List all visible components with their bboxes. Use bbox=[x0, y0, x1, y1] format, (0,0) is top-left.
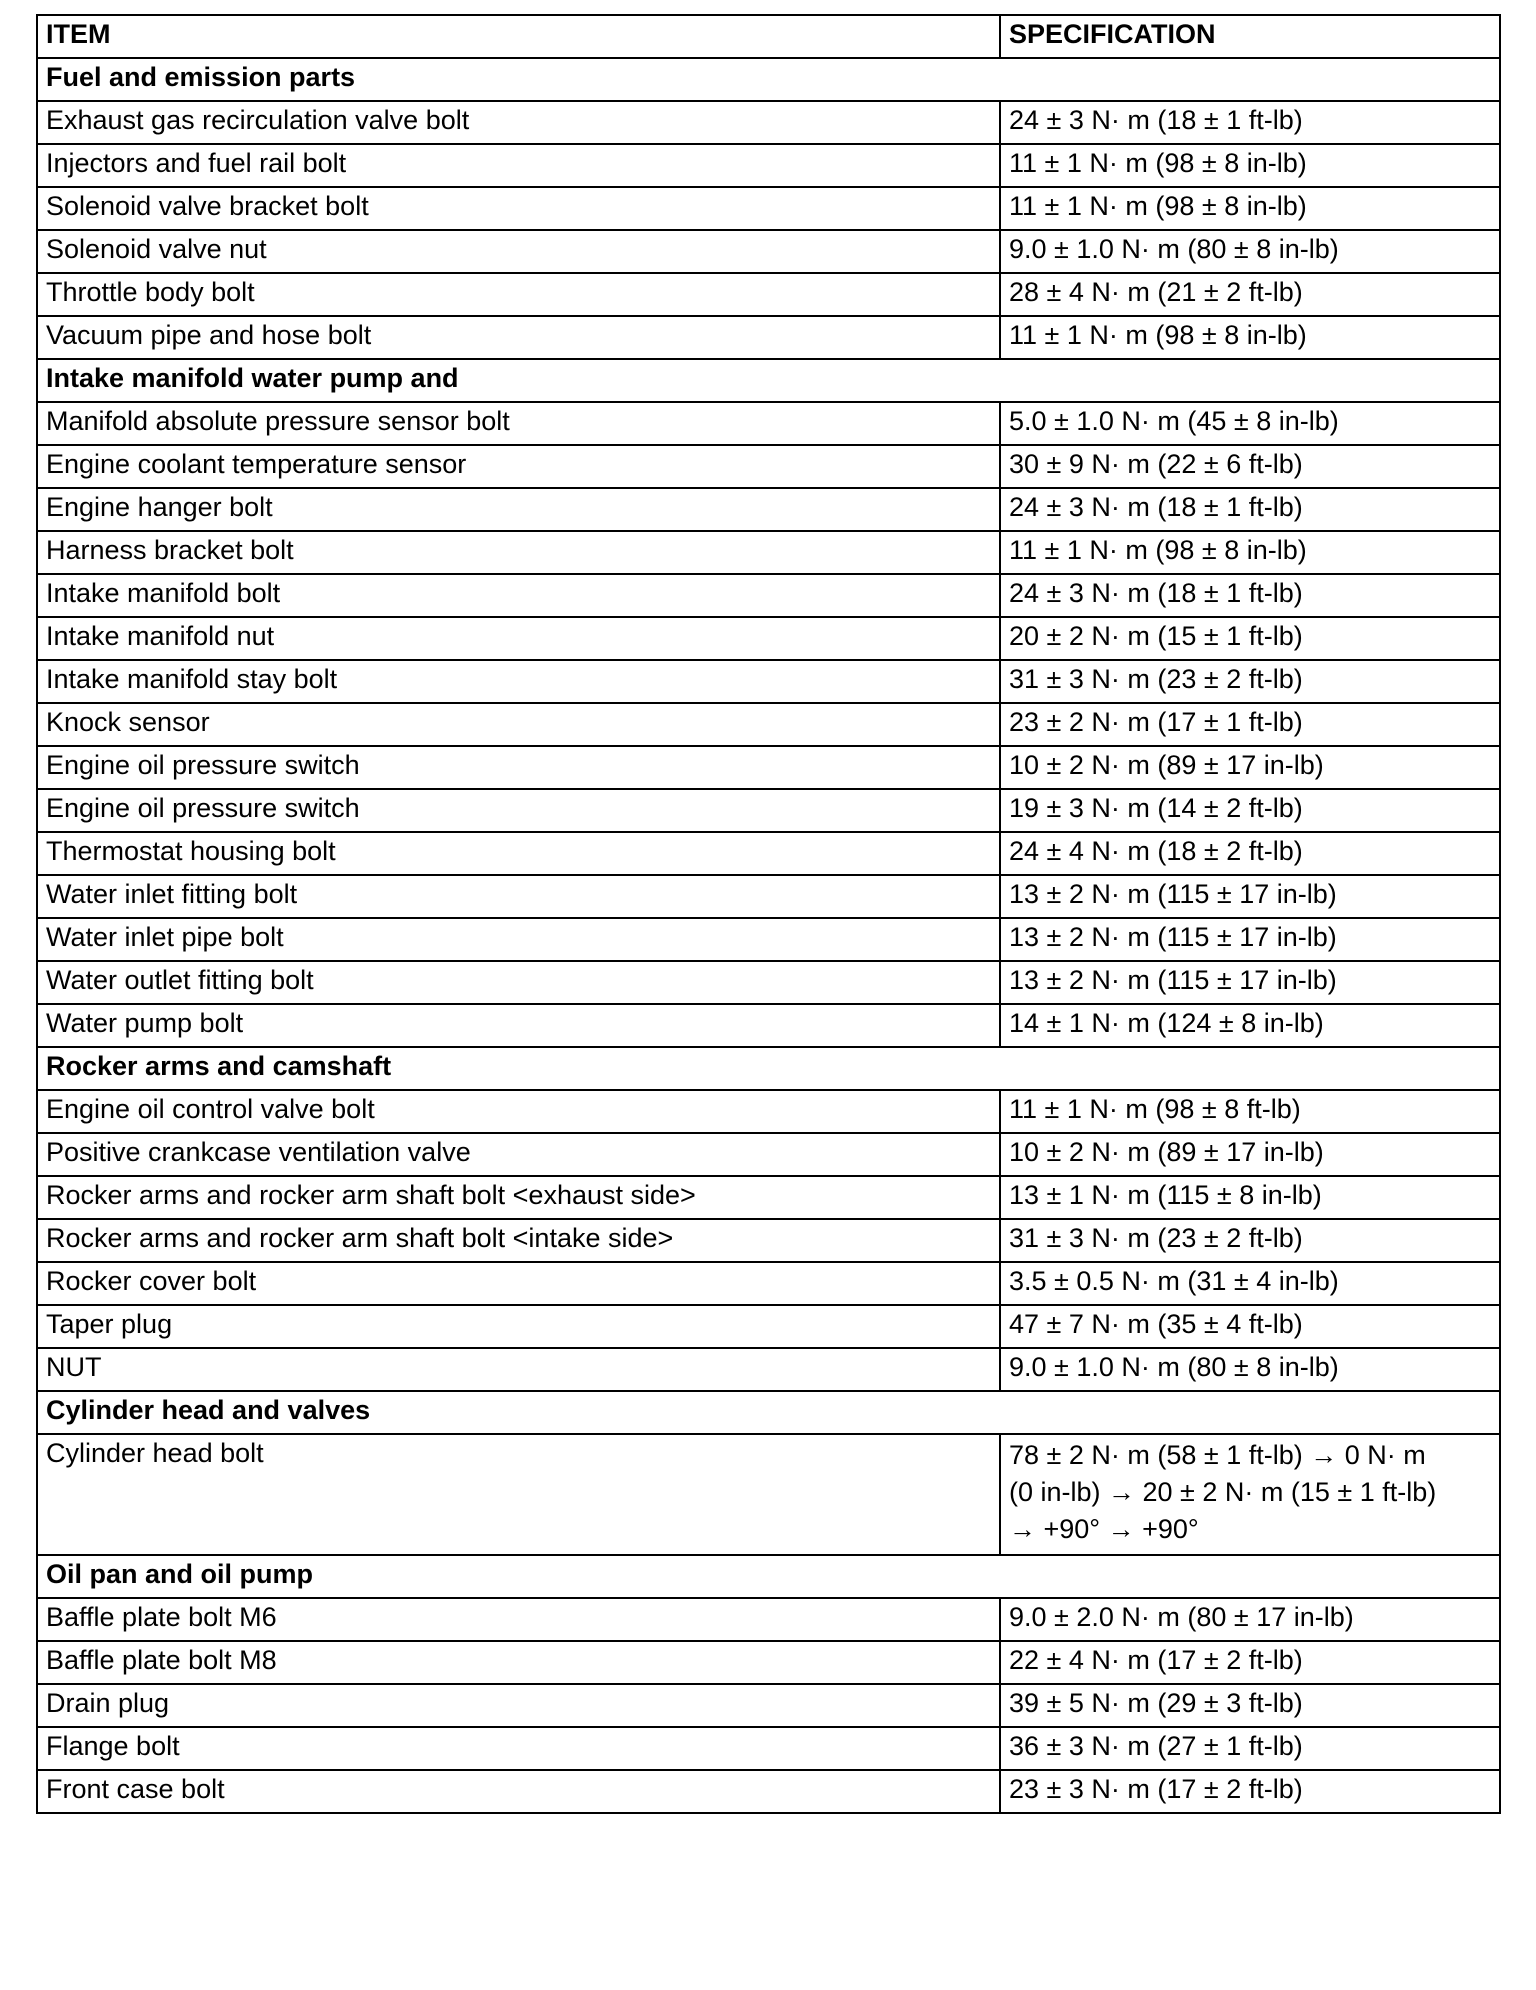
specification-cell: 5.0 ± 1.0 N· m (45 ± 8 in-lb) bbox=[1000, 402, 1500, 445]
section-title: Rocker arms and camshaft bbox=[37, 1047, 1500, 1090]
table-row bbox=[37, 1641, 1500, 1684]
specification-cell: 36 ± 3 N· m (27 ± 1 ft-lb) bbox=[1000, 1727, 1500, 1770]
table-row bbox=[37, 617, 1500, 660]
table-row bbox=[37, 1434, 1500, 1555]
table-row bbox=[37, 531, 1500, 574]
table-row bbox=[37, 746, 1500, 789]
table-row bbox=[37, 273, 1500, 316]
table-row bbox=[37, 402, 1500, 445]
specification-cell: 19 ± 3 N· m (14 ± 2 ft-lb) bbox=[1000, 789, 1500, 832]
table-row bbox=[37, 832, 1500, 875]
item-cell: Rocker arms and rocker arm shaft bolt <intake side> bbox=[37, 1219, 1000, 1262]
specification-cell: 14 ± 1 N· m (124 ± 8 in-lb) bbox=[1000, 1004, 1500, 1047]
item-cell: Rocker arms and rocker arm shaft bolt <exhaust side> bbox=[37, 1176, 1000, 1219]
specification-cell: 11 ± 1 N· m (98 ± 8 in-lb) bbox=[1000, 316, 1500, 359]
specification-cell: 11 ± 1 N· m (98 ± 8 in-lb) bbox=[1000, 531, 1500, 574]
item-cell: Taper plug bbox=[37, 1305, 1000, 1348]
section-row bbox=[37, 1391, 1500, 1434]
table-row bbox=[37, 574, 1500, 617]
specification-cell: 23 ± 2 N· m (17 ± 1 ft-lb) bbox=[1000, 703, 1500, 746]
item-cell: Drain plug bbox=[37, 1684, 1000, 1727]
specification-cell: 20 ± 2 N· m (15 ± 1 ft-lb) bbox=[1000, 617, 1500, 660]
item-cell: Engine oil control valve bolt bbox=[37, 1090, 1000, 1133]
item-cell: Intake manifold stay bolt bbox=[37, 660, 1000, 703]
item-cell: Positive crankcase ventilation valve bbox=[37, 1133, 1000, 1176]
table-row bbox=[37, 445, 1500, 488]
specification-cell: 10 ± 2 N· m (89 ± 17 in-lb) bbox=[1000, 746, 1500, 789]
item-cell: Engine coolant temperature sensor bbox=[37, 445, 1000, 488]
table-row bbox=[37, 187, 1500, 230]
item-cell: Solenoid valve nut bbox=[37, 230, 1000, 273]
specification-cell: 9.0 ± 1.0 N· m (80 ± 8 in-lb) bbox=[1000, 1348, 1500, 1391]
table-row bbox=[37, 1770, 1500, 1813]
table-row bbox=[37, 316, 1500, 359]
specification-cell: 13 ± 2 N· m (115 ± 17 in-lb) bbox=[1000, 875, 1500, 918]
item-cell: Knock sensor bbox=[37, 703, 1000, 746]
specification-cell: 78 ± 2 N· m (58 ± 1 ft-lb) → 0 N· m (0 in-lb) → 20 ± 2 N· m (15 ± 1 ft-lb) → +90° → +90° bbox=[1000, 1434, 1500, 1555]
specification-cell: 13 ± 2 N· m (115 ± 17 in-lb) bbox=[1000, 918, 1500, 961]
item-cell: NUT bbox=[37, 1348, 1000, 1391]
specification-cell: 9.0 ± 2.0 N· m (80 ± 17 in-lb) bbox=[1000, 1598, 1500, 1641]
table-row bbox=[37, 230, 1500, 273]
table-body bbox=[37, 58, 1500, 1813]
specification-cell: 24 ± 3 N· m (18 ± 1 ft-lb) bbox=[1000, 574, 1500, 617]
specification-cell: 28 ± 4 N· m (21 ± 2 ft-lb) bbox=[1000, 273, 1500, 316]
table-row bbox=[37, 1684, 1500, 1727]
table-row bbox=[37, 1176, 1500, 1219]
item-cell: Solenoid valve bracket bolt bbox=[37, 187, 1000, 230]
specification-column-header: SPECIFICATION bbox=[1000, 15, 1500, 58]
item-cell: Engine hanger bolt bbox=[37, 488, 1000, 531]
specification-cell: 11 ± 1 N· m (98 ± 8 in-lb) bbox=[1000, 187, 1500, 230]
section-title: Oil pan and oil pump bbox=[37, 1555, 1500, 1598]
table-row bbox=[37, 101, 1500, 144]
table-row bbox=[37, 1598, 1500, 1641]
item-cell: Water pump bolt bbox=[37, 1004, 1000, 1047]
table-row bbox=[37, 918, 1500, 961]
table-row bbox=[37, 961, 1500, 1004]
table-row bbox=[37, 1004, 1500, 1047]
item-cell: Water outlet fitting bolt bbox=[37, 961, 1000, 1004]
specification-cell: 11 ± 1 N· m (98 ± 8 in-lb) bbox=[1000, 144, 1500, 187]
section-title: Intake manifold water pump and bbox=[37, 359, 1500, 402]
item-cell: Water inlet pipe bolt bbox=[37, 918, 1000, 961]
specification-cell: 22 ± 4 N· m (17 ± 2 ft-lb) bbox=[1000, 1641, 1500, 1684]
section-row bbox=[37, 359, 1500, 402]
item-cell: Exhaust gas recirculation valve bolt bbox=[37, 101, 1000, 144]
table-row bbox=[37, 1133, 1500, 1176]
table-header bbox=[37, 15, 1500, 58]
table-row bbox=[37, 1219, 1500, 1262]
specification-cell: 11 ± 1 N· m (98 ± 8 ft-lb) bbox=[1000, 1090, 1500, 1133]
specification-cell: 47 ± 7 N· m (35 ± 4 ft-lb) bbox=[1000, 1305, 1500, 1348]
table-row bbox=[37, 1262, 1500, 1305]
table-row bbox=[37, 1090, 1500, 1133]
item-cell: Manifold absolute pressure sensor bolt bbox=[37, 402, 1000, 445]
section-row bbox=[37, 1047, 1500, 1090]
table-row bbox=[37, 660, 1500, 703]
item-cell: Engine oil pressure switch bbox=[37, 746, 1000, 789]
table-row bbox=[37, 875, 1500, 918]
specification-cell: 13 ± 1 N· m (115 ± 8 in-lb) bbox=[1000, 1176, 1500, 1219]
item-cell: Injectors and fuel rail bolt bbox=[37, 144, 1000, 187]
table-row bbox=[37, 1727, 1500, 1770]
table-row bbox=[37, 144, 1500, 187]
item-cell: Front case bolt bbox=[37, 1770, 1000, 1813]
specification-cell: 3.5 ± 0.5 N· m (31 ± 4 in-lb) bbox=[1000, 1262, 1500, 1305]
item-cell: Water inlet fitting bolt bbox=[37, 875, 1000, 918]
specification-cell: 39 ± 5 N· m (29 ± 3 ft-lb) bbox=[1000, 1684, 1500, 1727]
specification-cell: 31 ± 3 N· m (23 ± 2 ft-lb) bbox=[1000, 660, 1500, 703]
section-row bbox=[37, 58, 1500, 101]
item-cell: Baffle plate bolt M6 bbox=[37, 1598, 1000, 1641]
specification-cell: 24 ± 3 N· m (18 ± 1 ft-lb) bbox=[1000, 101, 1500, 144]
specification-cell: 9.0 ± 1.0 N· m (80 ± 8 in-lb) bbox=[1000, 230, 1500, 273]
specification-cell: 13 ± 2 N· m (115 ± 17 in-lb) bbox=[1000, 961, 1500, 1004]
item-cell: Intake manifold nut bbox=[37, 617, 1000, 660]
table-row bbox=[37, 488, 1500, 531]
item-column-header: ITEM bbox=[37, 15, 1000, 58]
specification-cell: 24 ± 4 N· m (18 ± 2 ft-lb) bbox=[1000, 832, 1500, 875]
specification-cell: 31 ± 3 N· m (23 ± 2 ft-lb) bbox=[1000, 1219, 1500, 1262]
specification-cell: 30 ± 9 N· m (22 ± 6 ft-lb) bbox=[1000, 445, 1500, 488]
table-row bbox=[37, 789, 1500, 832]
table-row bbox=[37, 1348, 1500, 1391]
item-cell: Thermostat housing bolt bbox=[37, 832, 1000, 875]
section-row bbox=[37, 1555, 1500, 1598]
specification-cell: 24 ± 3 N· m (18 ± 1 ft-lb) bbox=[1000, 488, 1500, 531]
specification-cell: 23 ± 3 N· m (17 ± 2 ft-lb) bbox=[1000, 1770, 1500, 1813]
item-cell: Intake manifold bolt bbox=[37, 574, 1000, 617]
torque-spec-table bbox=[36, 14, 1501, 1814]
table-row bbox=[37, 703, 1500, 746]
item-cell: Cylinder head bolt bbox=[37, 1434, 1000, 1555]
item-cell: Harness bracket bolt bbox=[37, 531, 1000, 574]
item-cell: Baffle plate bolt M8 bbox=[37, 1641, 1000, 1684]
item-cell: Flange bolt bbox=[37, 1727, 1000, 1770]
specification-cell: 10 ± 2 N· m (89 ± 17 in-lb) bbox=[1000, 1133, 1500, 1176]
item-cell: Engine oil pressure switch bbox=[37, 789, 1000, 832]
section-title: Fuel and emission parts bbox=[37, 58, 1500, 101]
item-cell: Vacuum pipe and hose bolt bbox=[37, 316, 1000, 359]
item-cell: Throttle body bolt bbox=[37, 273, 1000, 316]
item-cell: Rocker cover bolt bbox=[37, 1262, 1000, 1305]
table-row bbox=[37, 1305, 1500, 1348]
section-title: Cylinder head and valves bbox=[37, 1391, 1500, 1434]
header-row bbox=[37, 15, 1500, 58]
